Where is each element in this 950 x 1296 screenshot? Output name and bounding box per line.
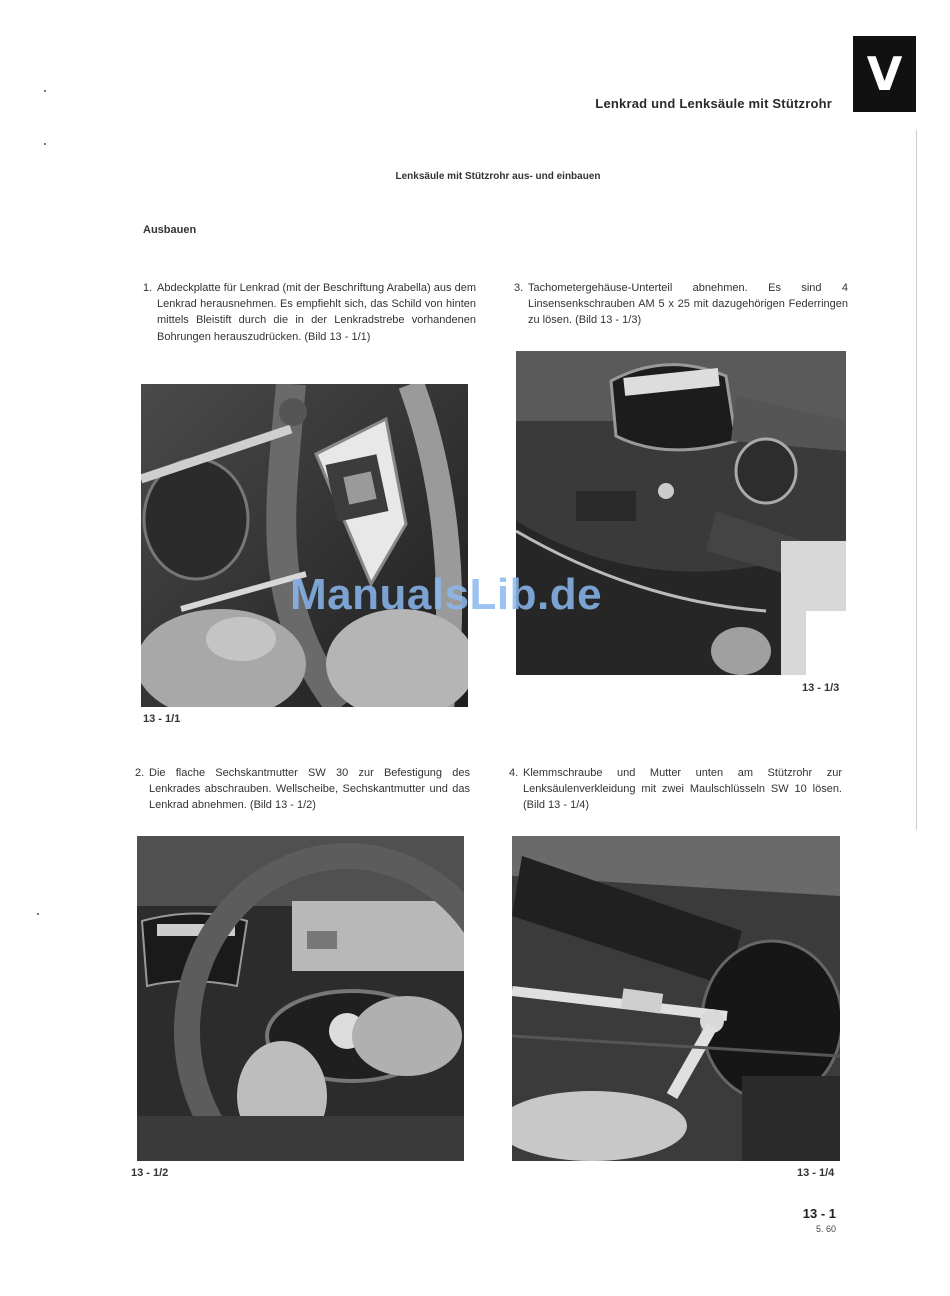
figure-13-1-2-photo xyxy=(137,836,464,1161)
figure-13-1-3-photo xyxy=(516,351,846,675)
figure-caption: 13 - 1/3 xyxy=(802,682,840,694)
step-text: Klemmschraube und Mutter unten am Stützrohr zur Lenksäulenverkleidung mit zwei Maulschlüsseln SW 10 lösen. (Bild 13 - 1/4) xyxy=(523,767,842,812)
section-title: Lenksäule mit Stützrohr aus- und einbauen xyxy=(395,171,601,182)
scan-speck xyxy=(44,143,46,145)
figure-caption: 13 - 1/1 xyxy=(143,713,181,725)
step-text: Die flache Sechskantmutter SW 30 zur Befestigung des Lenkrades abschrauben. Wellscheibe, Sechskantmutter und das Lenkrad abnehmen. (Bild 13 - 1/2) xyxy=(149,767,470,812)
step-number: 1. xyxy=(143,282,153,294)
figure-13-1-1-photo xyxy=(141,384,468,707)
step-text: Tachometergehäuse-Unterteil abnehmen. Es sind 4 Linsensenkschrauben AM 5 x 25 mit dazugehörigen Federringen zu lösen. (Bild 13 - 1/3) xyxy=(528,282,848,327)
watermark: ManualsLib.de xyxy=(290,570,603,619)
scan-speck xyxy=(37,913,39,915)
step-2 xyxy=(135,765,470,814)
step-number: 2. xyxy=(135,767,145,779)
step-3 xyxy=(514,280,848,329)
scan-speck xyxy=(44,90,46,92)
figure-caption: 13 - 1/2 xyxy=(131,1167,169,1179)
step-text: Abdeckplatte für Lenkrad (mit der Beschriftung Arabella) aus dem Lenkrad herausnehmen. Es empfiehlt sich, das Schild von hinten mittels Bleistift durch die in der Lenkradstrebe vorhandenen Bohrungen herauszudrücken. (Bild 13 - 1/1) xyxy=(157,282,476,343)
subheading: Ausbauen xyxy=(143,224,197,236)
scan-edge-line xyxy=(916,130,917,830)
figure-caption: 13 - 1/4 xyxy=(797,1167,835,1179)
section-tab: V xyxy=(853,36,916,112)
step-number: 4. xyxy=(509,767,519,779)
chapter-title: Lenkrad und Lenksäule mit Stützrohr xyxy=(595,96,832,111)
page-date: 5. 60 xyxy=(815,1224,836,1234)
step-4 xyxy=(509,765,842,814)
step-1 xyxy=(143,280,476,345)
page-number: 13 - 1 xyxy=(802,1206,836,1221)
step-number: 3. xyxy=(514,282,524,294)
figure-13-1-4-photo xyxy=(512,836,840,1161)
